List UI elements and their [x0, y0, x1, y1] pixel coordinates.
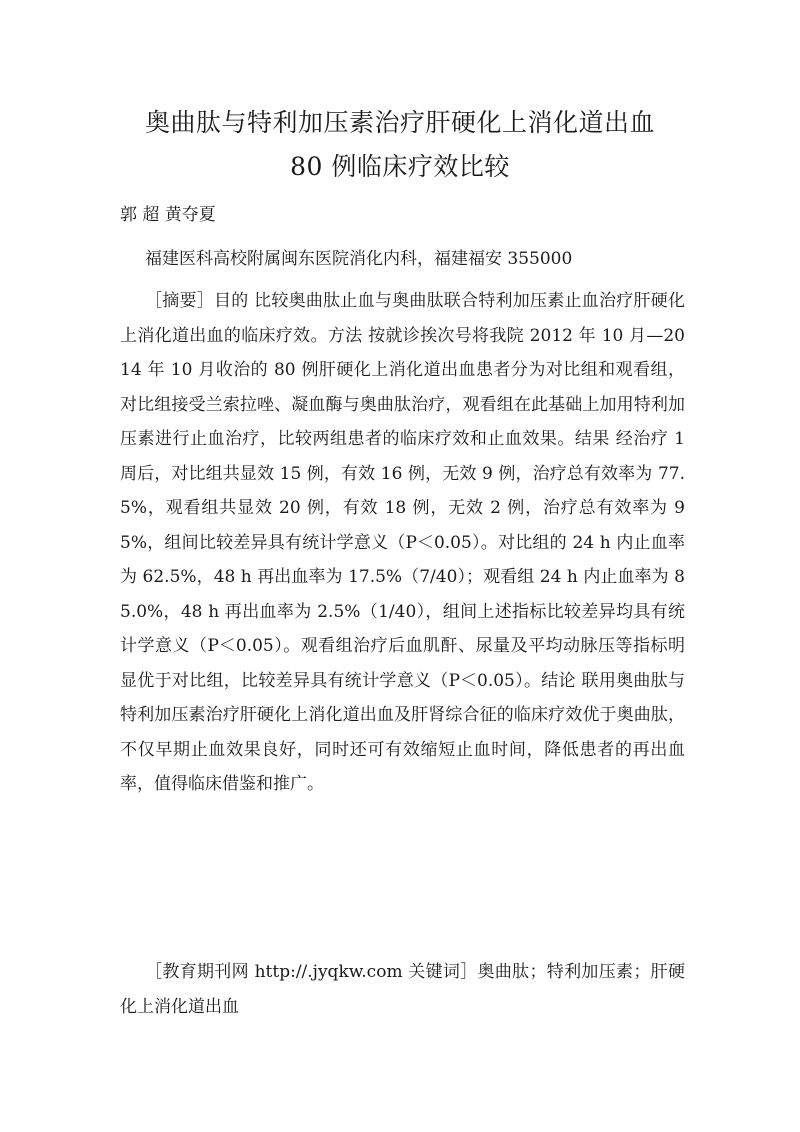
keywords-paragraph: ［教育期刊网 http://.jyqkw.com 关键词］奥曲肽；特利加压素；肝硬化上消化道出血 [120, 962, 685, 1017]
abstract-paragraph: ［摘要］目的 比较奥曲肽止血与奥曲肽联合特利加压素止血治疗肝硬化上消化道出血的临床疗效。方法 按就诊挨次号将我院 2012 年 10 月—2014 年 10 月收治的 80 例肝硬化上消化道出血患者分为对比组和观看组，对比组接受兰索拉唑、凝血酶与奥曲肽治疗，观看组在此基础上加用特利加压素进行止血治疗，比较两组患者的临床疗效和止血效果。结果 经治疗 1 周后，对比组共显效 15 例，有效 16 例，无效 9 例，治疗总有效率为 77.5%，观看组共显效 20 例，有效 18 例，无效 2 例，治疗总有效率为 95%，组间比较差异具有统计学意义（P＜0.05）。对比组的 24 h 内止血率为 62.5%，48 h 再出血率为 17.5%（7/40）；观看组 24 h 内止血率为 85.0%，48 h 再出血率为 2.5%（1/40），组间上述指标比较差异均具有统计学意义（P＜0.05）。观看组治疗后血肌酐、尿量及平均动脉压等指标明显优于对比组，比较差异具有统计学意义（P＜0.05）。结论 联用奥曲肽与特利加压素治疗肝硬化上消化道出血及肝肾综合征的临床疗效优于奥曲肽，不仅早期止血效果良好，同时还可有效缩短止血时间，降低患者的再出血率，值得临床借鉴和推广。 [120, 291, 685, 794]
affiliation: 福建医科高校附属闽东医院消化内科，福建福安 355000 [145, 249, 573, 269]
paper-title-line-1: 奥曲肽与特利加压素治疗肝硬化上消化道出血 [144, 108, 655, 137]
paper-title-line-2: 80 例临床疗效比较 [290, 152, 510, 181]
authors: 郭 超 黄夺夏 [120, 205, 216, 225]
